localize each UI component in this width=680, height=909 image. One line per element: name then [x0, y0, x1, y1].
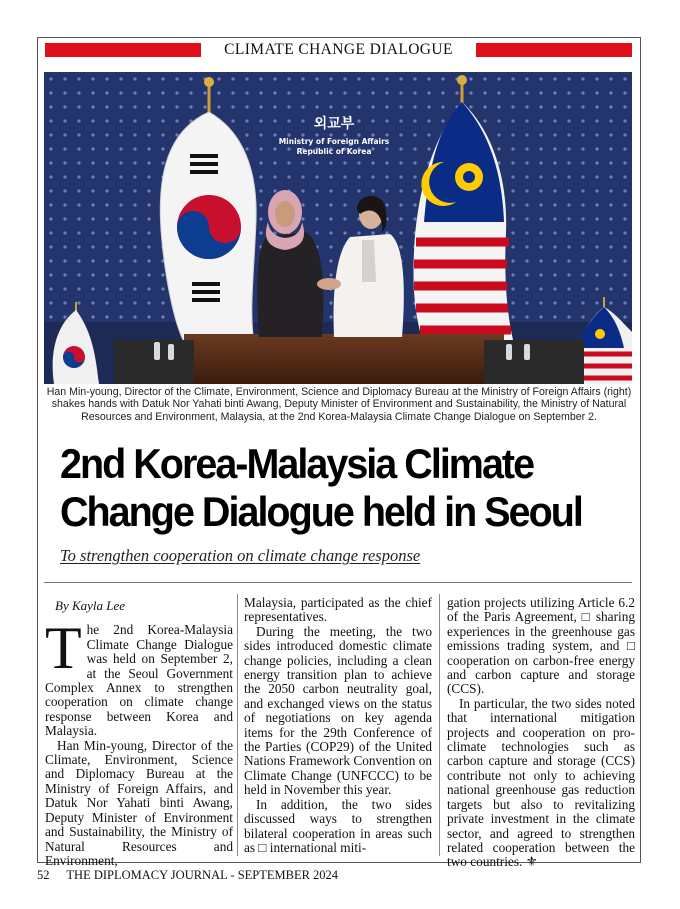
drop-cap: T	[45, 615, 82, 682]
column-divider-1	[237, 594, 238, 856]
page-number: 52	[37, 868, 50, 882]
section-title: CLIMATE CHANGE DIALOGUE	[224, 41, 453, 58]
article-paragraph-3: During the meeting, the two sides introduced domestic climate change policies, including a clean energy transition plan to achieve the 2050 carbon neutrality goal, and exchanged views on the status of negotiations on key agenda items for the 29th Conference of the Parties (COP29) of the United Nations Framework Convention on Climate Change (UNFCCC) to be held in November this year.	[244, 623, 432, 798]
article-column-3	[447, 596, 635, 870]
article-column-2	[244, 596, 432, 855]
headline-line1: 2nd Korea-Malaysia Climate	[60, 440, 534, 487]
sign-line1: Ministry of Foreign Affairs	[278, 137, 390, 146]
article-paragraph-5-text: In particular, the two sides noted that international mitigation projects and cooperation on pro-climate technologies such as carbon capture and storage (CCS) contribute not only to achieving national greenhouse gas reduction targets but also to revitalizing private investment in the climate sector, and agreed to strengthen related cooperation between the two countries.	[447, 695, 635, 870]
article-column-1	[45, 596, 233, 868]
article-paragraph-1-text: he 2nd Korea-Malaysia Climate Change Dialogue was held on September 2, at the Seoul Government Complex Annex to strengthen cooperation on climate change response between Korea and Malaysia.	[45, 622, 233, 739]
section-accent-right	[476, 43, 632, 57]
headline	[60, 440, 601, 536]
subtitle: To strengthen cooperation on climate change response	[60, 546, 421, 565]
handshake	[317, 278, 341, 290]
article-paragraph-2-start: Han Min-young, Director of the Climate, Environment, Science and Diplomacy Bureau at the Ministry of Foreign Affairs, and Datuk Nor Yahati binti Awang, Deputy Minister of Environment and Sustainability, the Ministry of Natural Resources and Environment,	[45, 737, 233, 868]
article-paragraph-2-end: Malaysia, participated as the chief representatives.	[244, 595, 432, 625]
sign-line2: Republic of Korea	[296, 147, 372, 156]
article-photo	[44, 72, 632, 384]
article-paragraph-1	[45, 615, 233, 739]
columns-rule	[44, 582, 632, 583]
article-paragraph-4-start: In addition, the two sides discussed ways to strengthen bilateral cooperation in areas such as □ international miti-	[244, 796, 432, 855]
sign-korean: 외교부	[313, 116, 355, 132]
end-mark-icon: ⚜	[525, 854, 538, 870]
byline: By Kayla Lee	[55, 598, 126, 613]
article-paragraph-5	[447, 697, 635, 870]
photo-caption: Han Min-young, Director of the Climate, Environment, Science and Diplomacy Bureau at the Ministry of Foreign Affairs (right) shakes hands with Datuk Nor Yahati binti Awang, Deputy Minister of Environment and Sustainability, the Ministry of Natural Resources and Environment, Malaysia, at the 2nd Korea-Malaysia Climate Change Dialogue on September 2.	[46, 386, 632, 423]
page-footer	[37, 868, 338, 883]
article-paragraph-4-end: gation projects utilizing Article 6.2 of the Paris Agreement, □ sharing experiences in the greenhouse gas emissions trading system, and □ cooperation on carbon-free energy and carbon capture and storage (CCS).	[447, 595, 635, 697]
headline-line2: Change Dialogue held in Seoul	[60, 488, 582, 535]
journal-name: THE DIPLOMACY JOURNAL - SEPTEMBER 2024	[66, 868, 339, 882]
column-divider-2	[439, 594, 440, 856]
section-accent-left	[45, 43, 201, 57]
section-header	[45, 40, 632, 60]
desk	[184, 334, 504, 384]
